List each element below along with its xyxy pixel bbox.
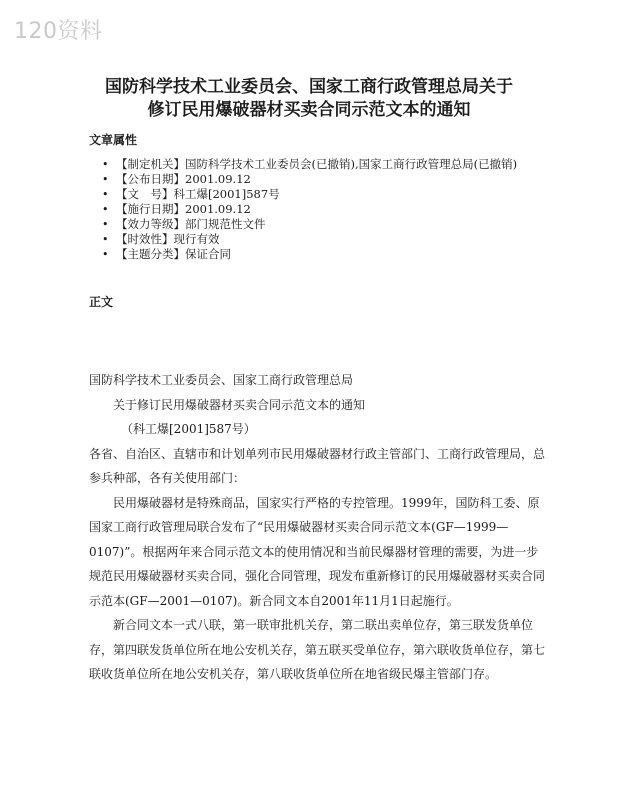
attribute-item (102, 187, 572, 202)
bullet-icon: • (102, 203, 109, 216)
attribute-value: 现行有效 (173, 232, 220, 246)
attribute-item (102, 217, 572, 232)
document-body (89, 368, 549, 687)
attribute-value: 部门规范性文件 (185, 217, 266, 231)
paragraph-1: 民用爆破器材是特殊商品，国家实行严格的专控管理。1999年，国防科工委、原国家工商行政管理局联合发布了“民用爆破器材买卖合同示范文本(GF—1999—0107)”。根据两年来合同示范文本的使用情况和当前民爆器材管理的需要，为进一步规范民用爆破器材买卖合同，强化合同管理，现发布重新修订的民用爆破器材买卖合同示范本(GF—2001—0107)。新合同文本自2001年11月1日起施行。 (89, 495, 546, 608)
attribute-label: 【主题分类】 (116, 247, 185, 261)
attribute-label: 【制定机关】 (116, 157, 185, 171)
title-line-2: 修订民用爆破器材买卖合同示范文本的通知 (147, 100, 471, 120)
attribute-item (102, 157, 568, 172)
attribute-item (102, 247, 572, 262)
attribute-value: 保证合同 (185, 247, 231, 261)
notice-title: 关于修订民用爆破器材买卖合同示范文本的通知 (113, 397, 366, 412)
attribute-label: 【效力等级】 (116, 217, 185, 231)
bullet-icon: • (102, 158, 109, 171)
addressees: 各省、自治区、直辖市和计划单列市民用爆破器材行政主管部门、工商行政管理局，总参兵种部，各有关使用部门： (89, 446, 546, 485)
attribute-label: 【施行日期】 (116, 202, 185, 216)
bullet-icon: • (102, 173, 109, 186)
attribute-label: 【时效性】 (116, 232, 174, 246)
attribute-value: 科工爆[2001]587号 (173, 187, 280, 201)
attribute-label: 【公布日期】 (116, 172, 185, 186)
attribute-item (102, 172, 572, 187)
bullet-icon: • (102, 218, 109, 231)
bullet-icon: • (102, 188, 109, 201)
document-title (40, 76, 578, 122)
attribute-item (102, 232, 572, 247)
attribute-value: 2001.09.12 (185, 172, 251, 186)
bullet-icon: • (102, 248, 109, 261)
attribute-value: 国防科学技术工业委员会(已撤销),国家工商行政管理总局(已撤销) (185, 157, 518, 171)
body-heading: 正文 (89, 295, 114, 309)
document-number: （科工爆[2001]587号） (121, 422, 256, 436)
title-line-1: 国防科学技术工业委员会、国家工商行政管理总局关于 (105, 77, 513, 97)
attribute-value: 2001.09.12 (185, 202, 251, 216)
attribute-item (102, 202, 572, 217)
issuer-line: 国防科学技术工业委员会、国家工商行政管理总局 (89, 373, 354, 387)
attributes-heading: 文章属性 (89, 133, 138, 147)
attribute-label: 【文 号】 (116, 187, 174, 201)
attributes-list (102, 157, 572, 262)
bullet-icon: • (102, 233, 109, 246)
watermark-logo: 120资料 (14, 19, 103, 44)
paragraph-2: 新合同文本一式八联，第一联审批机关存，第二联出卖单位存，第三联发货单位存，第四联发货单位所在地公安机关存，第五联买受单位存，第六联收货单位存，第七联收货单位所在地公安机关存，第八联收货单位所在地省级民爆主管部门存。 (89, 618, 546, 681)
